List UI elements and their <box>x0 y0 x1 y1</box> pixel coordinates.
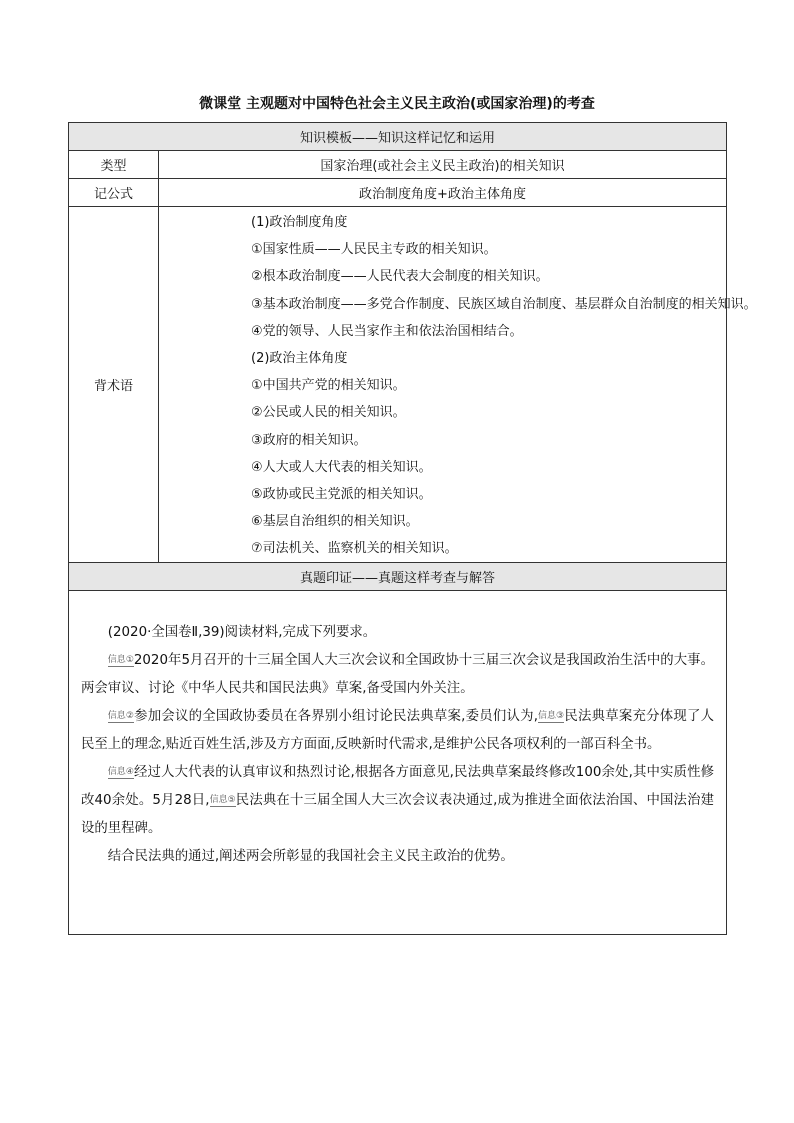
info-mark-icon: 信息④ <box>107 767 134 778</box>
terms-line: ①中国共产党的相关知识。 <box>251 378 406 394</box>
terms-line: ④党的领导、人民当家作主和依法治国相结合。 <box>251 323 523 339</box>
terms-line: ①国家性质——人民民主专政的相关知识。 <box>251 242 497 258</box>
terms-line: ②公民或人民的相关知识。 <box>251 405 406 421</box>
terms-line: ⑥基层自治组织的相关知识。 <box>251 514 419 530</box>
terms-label: 背术语 <box>69 207 159 563</box>
terms-line: ③政府的相关知识。 <box>251 432 367 448</box>
info-mark-icon: 信息③ <box>538 711 565 722</box>
terms-line: (2)政治主体角度 <box>251 350 348 366</box>
info-mark-icon: 信息① <box>107 655 134 666</box>
terms-line: (1)政治制度角度 <box>251 215 348 230</box>
question-intro: (2020·全国卷Ⅱ,39)阅读材料,完成下列要求。 <box>107 625 377 641</box>
info-mark-icon: 信息⑤ <box>209 795 236 806</box>
terms-line: ⑦司法机关、监察机关的相关知识。 <box>251 541 458 557</box>
template-header: 知识模板——知识这样记忆和运用 <box>69 123 727 151</box>
material-paragraph-2: 信息②参加会议的全国政协委员在各界别小组讨论民法典草案,委员们认为,信息③民法典草案充分体现了人民至上的理念,贴近百姓生活,涉及方方面面,反映新时代需求,是维护公民各项权利的一部百科全书。 <box>81 709 715 753</box>
type-label: 类型 <box>69 151 159 179</box>
formula-value: 政治制度角度+政治主体角度 <box>159 179 727 207</box>
material-paragraph-3: 信息④经过人大代表的认真审议和热烈讨论,根据各方面意见,民法典草案最终修改100余处,其中实质性修改40余处。5月28日,信息⑤民法典在十三届全国人大三次会议表决通过,成为推进全面依法治国、中国法治建设的里程碑。 <box>81 765 715 837</box>
material-paragraph-1: 信息①2020年5月召开的十三届全国人大三次会议和全国政协十三届三次会议是我国政治生活中的大事。两会审议、讨论《中华人民共和国民法典》草案,备受国内外关注。 <box>81 653 715 697</box>
type-value: 国家治理(或社会主义民主政治)的相关知识 <box>159 151 727 179</box>
info-mark-icon: 信息② <box>107 711 134 722</box>
formula-label: 记公式 <box>69 179 159 207</box>
exam-question <box>69 591 727 935</box>
terms-line: ②根本政治制度——人民代表大会制度的相关知识。 <box>251 269 549 285</box>
terms-content <box>159 207 757 563</box>
exam-header: 真题印证——真题这样考查与解答 <box>69 563 727 591</box>
page-title: 微课堂 主观题对中国特色社会主义民主政治(或国家治理)的考查 <box>199 96 595 112</box>
terms-line: ⑤政协或民主党派的相关知识。 <box>251 486 432 502</box>
terms-line: ④人大或人大代表的相关知识。 <box>251 459 432 475</box>
question-task: 结合民法典的通过,阐述两会所彰显的我国社会主义民主政治的优势。 <box>107 849 514 865</box>
terms-line: ③基本政治制度——多党合作制度、民族区域自治制度、基层群众自治制度的相关知识。 <box>251 296 757 312</box>
knowledge-table <box>68 122 757 935</box>
